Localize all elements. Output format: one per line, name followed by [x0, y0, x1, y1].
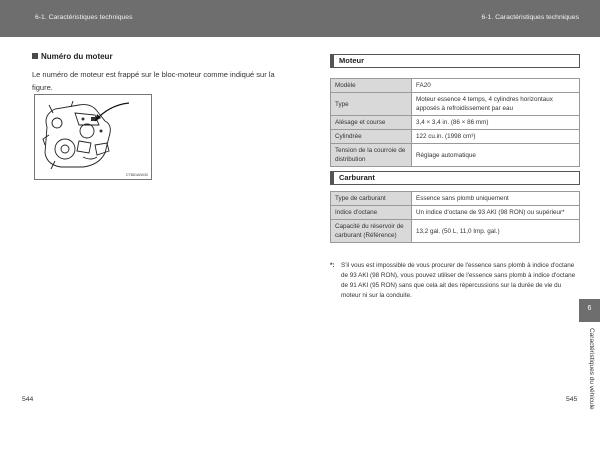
footnote	[330, 261, 580, 301]
header-right: 6-1. Caractéristiques techniques	[481, 14, 579, 21]
intro-text: Le numéro de moteur est frappé sur le bloc-moteur comme indiqué sur la figure.	[32, 70, 275, 92]
fuel-heading	[330, 171, 580, 185]
table-row	[331, 220, 580, 243]
page-number-right: 545	[566, 396, 578, 403]
spec-value: Réglage automatique	[412, 144, 580, 167]
motor-spec-table	[330, 78, 580, 167]
spec-value: 3,4 × 3,4 in. (86 × 86 mm)	[412, 116, 580, 130]
section-title-text: Numéro du moteur	[41, 52, 113, 61]
motor-heading-text: Moteur	[339, 56, 364, 65]
footnote-marker: *:	[330, 262, 335, 269]
spec-value: Un indice d'octane de 93 AKI (98 RON) ou supérieur*	[412, 206, 580, 220]
spec-label: Indice d'octane	[331, 206, 412, 220]
spec-value: Moteur essence 4 temps, 4 cylindres horizontaux apposés à refroidissement par eau	[412, 93, 580, 116]
section-title	[32, 52, 113, 61]
footnote-text: S'il vous est impossible de vous procurer de l'essence sans plomb à indice d'octane de 93 AKI (98 RON), vous pouvez utiliser de l'essence sans plomb à indice d'octane de 91 AKI (95 RON) sans que cela ait des répercussions sur la durée de vie du moteur ni sur la conduite.	[341, 262, 576, 299]
table-row	[331, 144, 580, 167]
header-left: 6-1. Caractéristiques techniques	[35, 14, 133, 21]
spec-label: Modèle	[331, 79, 412, 93]
spec-label: Capacité du réservoir de carburant (Référence)	[331, 220, 412, 243]
engine-figure	[34, 94, 152, 180]
square-bullet-icon	[32, 53, 38, 59]
spec-label: Type	[331, 93, 412, 116]
spec-label: Alésage et course	[331, 116, 412, 130]
table-row	[331, 206, 580, 220]
engine-illustration-icon	[35, 95, 151, 179]
chapter-label: Caractéristiques du véhicule	[588, 328, 595, 410]
table-row	[331, 130, 580, 144]
figure-code: CTB61AN030	[125, 173, 148, 177]
spec-label: Cylindrée	[331, 130, 412, 144]
spec-label: Tension de la courroie de distribution	[331, 144, 412, 167]
table-row	[331, 192, 580, 206]
spec-value: 122 cu.in. (1998 cm³)	[412, 130, 580, 144]
motor-heading	[330, 54, 580, 68]
fuel-spec-table	[330, 191, 580, 243]
spec-label: Type de carburant	[331, 192, 412, 206]
spec-value: Essence sans plomb uniquement	[412, 192, 580, 206]
chapter-number: 6	[587, 305, 592, 312]
chapter-tab	[579, 299, 600, 322]
fuel-heading-text: Carburant	[339, 173, 375, 182]
spec-value: FA20	[412, 79, 580, 93]
page-number-left: 544	[22, 396, 34, 403]
header-bar	[0, 0, 600, 37]
table-row	[331, 79, 580, 93]
table-row	[331, 93, 580, 116]
spec-value: 13,2 gal. (50 L, 11,0 Imp. gal.)	[412, 220, 580, 243]
table-row	[331, 116, 580, 130]
